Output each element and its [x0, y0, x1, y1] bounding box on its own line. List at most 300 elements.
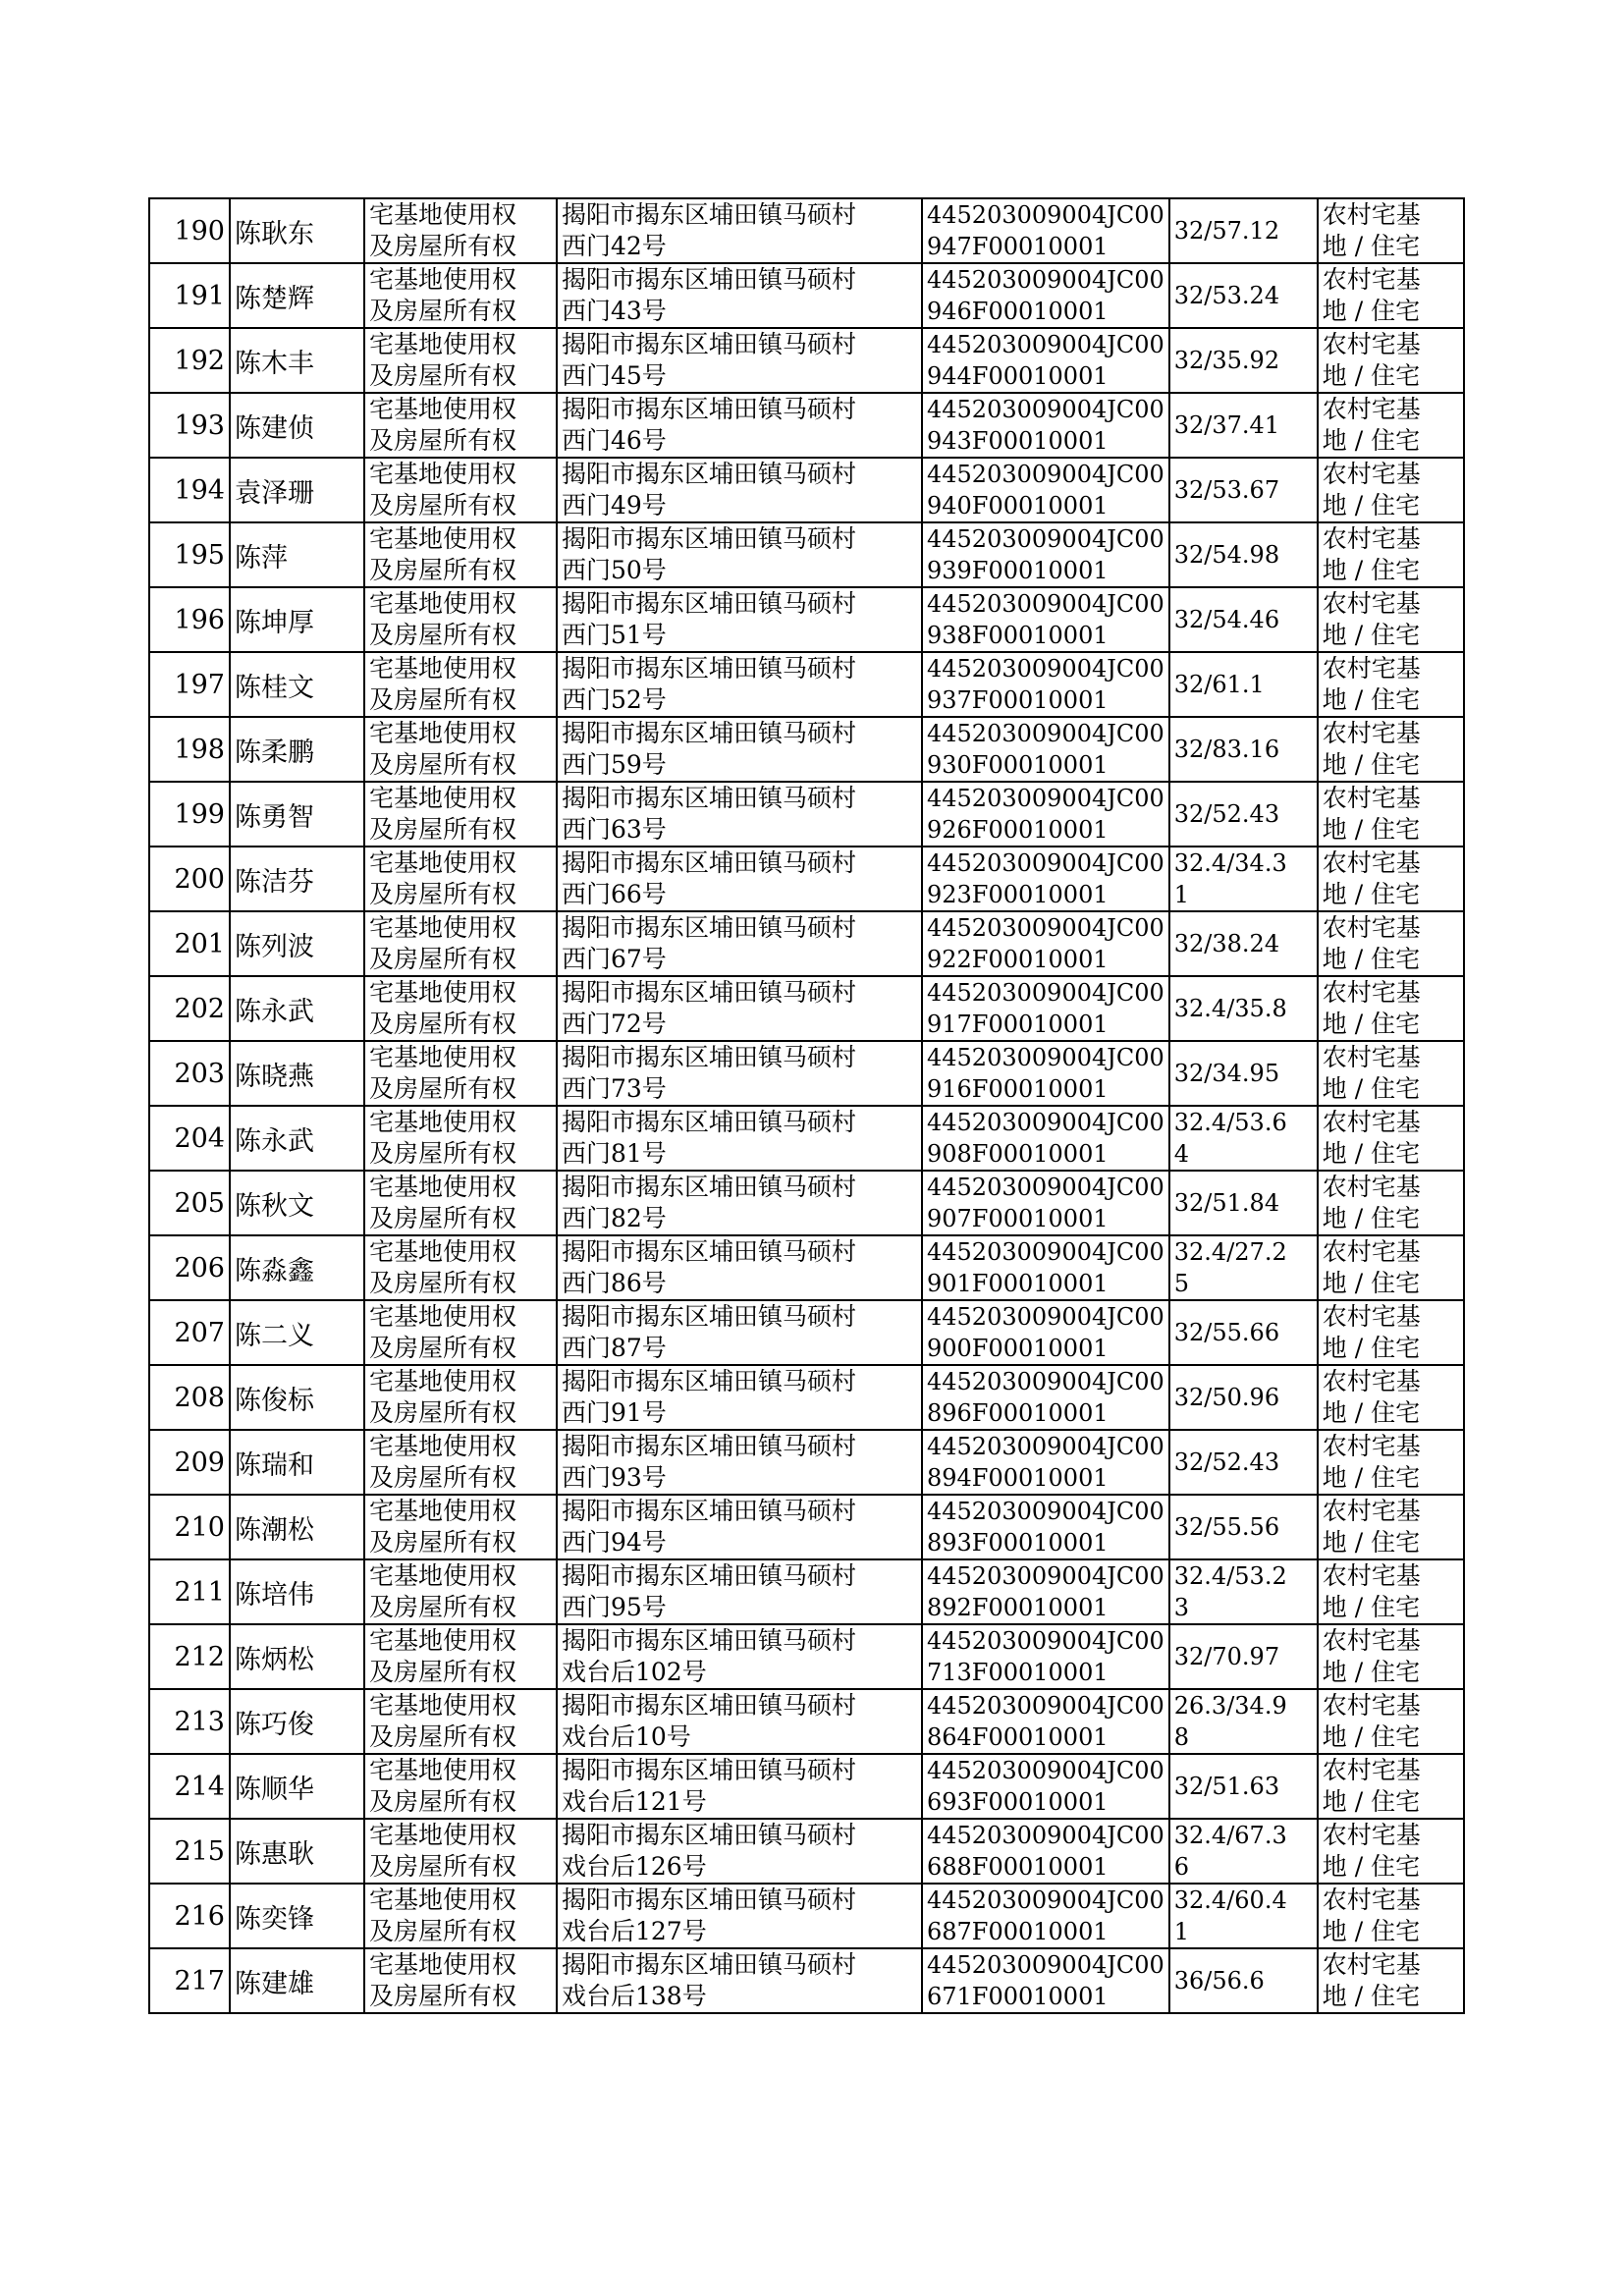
owner-name-cell: 陈永武 — [230, 1106, 364, 1171]
land-use-cell — [1318, 328, 1464, 393]
registry-table — [148, 197, 1465, 2014]
land-use-line: 农村宅基 — [1322, 524, 1421, 553]
right-type-cell — [364, 1430, 557, 1495]
table-row — [149, 328, 1464, 393]
unit-code-line: 445203009004JC00 — [927, 525, 1164, 553]
right-type-line: 宅基地使用权 — [369, 978, 517, 1007]
address-cell — [557, 1365, 922, 1430]
area-cell — [1169, 652, 1318, 717]
land-use-cell — [1318, 652, 1464, 717]
row-number-cell: 214 — [149, 1754, 230, 1819]
land-use-line: 地 / 住宅 — [1322, 621, 1421, 649]
unit-code-line: 687F00010001 — [927, 1918, 1109, 1945]
address-cell — [557, 1495, 922, 1559]
right-type-cell — [364, 458, 557, 522]
unit-code-line: 445203009004JC00 — [927, 1562, 1164, 1590]
land-use-line: 地 / 住宅 — [1322, 1139, 1421, 1168]
right-type-cell — [364, 976, 557, 1041]
table-row — [149, 1430, 1464, 1495]
address-line: 揭阳市揭东区埔田镇马硕村 — [562, 1691, 857, 1720]
right-type-cell — [364, 782, 557, 847]
address-line: 揭阳市揭东区埔田镇马硕村 — [562, 200, 857, 229]
unit-code-cell — [922, 1106, 1169, 1171]
address-line: 揭阳市揭东区埔田镇马硕村 — [562, 1367, 857, 1395]
address-line: 揭阳市揭东区埔田镇马硕村 — [562, 1432, 857, 1460]
row-number-cell: 207 — [149, 1300, 230, 1365]
right-type-line: 宅基地使用权 — [369, 460, 517, 488]
right-type-cell — [364, 911, 557, 976]
land-use-line: 农村宅基 — [1322, 1561, 1421, 1590]
unit-code-cell — [922, 1689, 1169, 1754]
area-line: 5 — [1173, 1270, 1190, 1297]
unit-code-cell — [922, 1365, 1169, 1430]
address-line: 西门73号 — [562, 1074, 667, 1103]
land-use-cell — [1318, 782, 1464, 847]
area-line: 1 — [1173, 1918, 1190, 1945]
row-number-cell: 190 — [149, 198, 230, 263]
unit-code-cell — [922, 1041, 1169, 1106]
row-number-cell: 193 — [149, 393, 230, 458]
address-line: 西门63号 — [562, 815, 667, 844]
land-use-line: 农村宅基 — [1322, 1302, 1421, 1331]
land-use-line: 地 / 住宅 — [1322, 297, 1421, 325]
owner-name-cell: 陈木丰 — [230, 328, 364, 393]
land-use-line: 地 / 住宅 — [1322, 361, 1421, 390]
land-use-line: 地 / 住宅 — [1322, 1917, 1421, 1945]
unit-code-line: 445203009004JC00 — [927, 785, 1164, 812]
right-type-cell — [364, 522, 557, 587]
row-number-cell: 195 — [149, 522, 230, 587]
area-line: 26.3/34.9 — [1173, 1692, 1287, 1720]
owner-name-cell: 陈秋文 — [230, 1171, 364, 1235]
right-type-cell — [364, 1235, 557, 1300]
table-row — [149, 1754, 1464, 1819]
right-type-line: 宅基地使用权 — [369, 265, 517, 294]
unit-code-line: 445203009004JC00 — [927, 1044, 1164, 1071]
area-line: 32/51.84 — [1173, 1189, 1280, 1217]
address-cell — [557, 782, 922, 847]
address-cell — [557, 1106, 922, 1171]
right-type-line: 宅基地使用权 — [369, 784, 517, 812]
unit-code-cell — [922, 1948, 1169, 2013]
area-cell — [1169, 1624, 1318, 1689]
land-use-line: 地 / 住宅 — [1322, 1658, 1421, 1686]
land-use-cell — [1318, 1559, 1464, 1624]
right-type-line: 及房屋所有权 — [369, 1010, 517, 1038]
land-use-line: 农村宅基 — [1322, 1237, 1421, 1266]
row-number-cell: 217 — [149, 1948, 230, 2013]
right-type-line: 宅基地使用权 — [369, 1561, 517, 1590]
land-use-line: 地 / 住宅 — [1322, 1204, 1421, 1232]
table-row — [149, 847, 1464, 911]
registry-table-body — [149, 198, 1464, 2013]
land-use-cell — [1318, 522, 1464, 587]
address-cell — [557, 1430, 922, 1495]
unit-code-cell — [922, 652, 1169, 717]
address-cell — [557, 587, 922, 652]
unit-code-line: 864F00010001 — [927, 1723, 1109, 1751]
land-use-line: 地 / 住宅 — [1322, 1722, 1421, 1751]
right-type-cell — [364, 263, 557, 328]
owner-name-cell: 陈炳松 — [230, 1624, 364, 1689]
right-type-line: 宅基地使用权 — [369, 524, 517, 553]
right-type-line: 宅基地使用权 — [369, 1043, 517, 1071]
right-type-line: 及房屋所有权 — [369, 1917, 517, 1945]
address-line: 西门91号 — [562, 1398, 667, 1427]
land-use-line: 地 / 住宅 — [1322, 556, 1421, 584]
right-type-line: 及房屋所有权 — [369, 1074, 517, 1103]
address-cell — [557, 393, 922, 458]
land-use-line: 地 / 住宅 — [1322, 1593, 1421, 1621]
right-type-line: 宅基地使用权 — [369, 589, 517, 618]
row-number-cell: 212 — [149, 1624, 230, 1689]
row-number-cell: 206 — [149, 1235, 230, 1300]
area-cell — [1169, 1041, 1318, 1106]
address-cell — [557, 1171, 922, 1235]
land-use-cell — [1318, 198, 1464, 263]
table-row — [149, 1819, 1464, 1884]
area-line: 32/55.66 — [1173, 1319, 1280, 1346]
address-line: 西门45号 — [562, 361, 667, 390]
unit-code-cell — [922, 1171, 1169, 1235]
right-type-line: 宅基地使用权 — [369, 1950, 517, 1979]
owner-name-cell: 袁泽珊 — [230, 458, 364, 522]
land-use-cell — [1318, 1430, 1464, 1495]
land-use-line: 农村宅基 — [1322, 1821, 1421, 1849]
owner-name-cell: 陈潮松 — [230, 1495, 364, 1559]
address-cell — [557, 1819, 922, 1884]
land-use-line: 农村宅基 — [1322, 1432, 1421, 1460]
row-number-cell: 203 — [149, 1041, 230, 1106]
address-cell — [557, 1754, 922, 1819]
right-type-line: 及房屋所有权 — [369, 491, 517, 519]
table-row — [149, 458, 1464, 522]
address-cell — [557, 198, 922, 263]
right-type-line: 宅基地使用权 — [369, 913, 517, 942]
right-type-cell — [364, 1689, 557, 1754]
land-use-line: 地 / 住宅 — [1322, 880, 1421, 908]
address-cell — [557, 911, 922, 976]
land-use-cell — [1318, 847, 1464, 911]
owner-name-cell: 陈建雄 — [230, 1948, 364, 2013]
area-line: 32/53.67 — [1173, 476, 1280, 504]
unit-code-line: 445203009004JC00 — [927, 1368, 1164, 1395]
area-cell — [1169, 911, 1318, 976]
right-type-line: 宅基地使用权 — [369, 1108, 517, 1136]
right-type-line: 及房屋所有权 — [369, 1463, 517, 1492]
address-line: 揭阳市揭东区埔田镇马硕村 — [562, 524, 857, 553]
table-row — [149, 263, 1464, 328]
right-type-cell — [364, 1819, 557, 1884]
address-cell — [557, 1559, 922, 1624]
land-use-cell — [1318, 263, 1464, 328]
owner-name-cell: 陈洁芬 — [230, 847, 364, 911]
right-type-line: 宅基地使用权 — [369, 1821, 517, 1849]
unit-code-line: 445203009004JC00 — [927, 1303, 1164, 1331]
owner-name-cell: 陈二义 — [230, 1300, 364, 1365]
owner-name-cell: 陈列波 — [230, 911, 364, 976]
area-line: 32/57.12 — [1173, 217, 1280, 245]
unit-code-line: 923F00010001 — [927, 881, 1109, 908]
unit-code-cell — [922, 911, 1169, 976]
land-use-line: 农村宅基 — [1322, 1885, 1421, 1914]
right-type-line: 宅基地使用权 — [369, 1756, 517, 1784]
unit-code-cell — [922, 263, 1169, 328]
unit-code-line: 445203009004JC00 — [927, 1692, 1164, 1720]
land-use-line: 地 / 住宅 — [1322, 685, 1421, 714]
area-line: 32.4/53.2 — [1173, 1562, 1287, 1590]
land-use-line: 农村宅基 — [1322, 1108, 1421, 1136]
land-use-cell — [1318, 1041, 1464, 1106]
unit-code-cell — [922, 328, 1169, 393]
row-number-cell: 200 — [149, 847, 230, 911]
land-use-line: 地 / 住宅 — [1322, 1852, 1421, 1881]
right-type-cell — [364, 1624, 557, 1689]
table-row — [149, 1948, 1464, 2013]
land-use-line: 农村宅基 — [1322, 719, 1421, 747]
land-use-line: 农村宅基 — [1322, 395, 1421, 423]
owner-name-cell: 陈楚辉 — [230, 263, 364, 328]
owner-name-cell: 陈坤厚 — [230, 587, 364, 652]
address-cell — [557, 717, 922, 782]
unit-code-line: 939F00010001 — [927, 557, 1109, 584]
address-cell — [557, 1624, 922, 1689]
unit-code-line: 922F00010001 — [927, 946, 1109, 973]
address-line: 戏台后138号 — [562, 1982, 707, 2010]
area-cell — [1169, 1559, 1318, 1624]
right-type-cell — [364, 328, 557, 393]
right-type-line: 及房屋所有权 — [369, 1982, 517, 2010]
land-use-line: 农村宅基 — [1322, 784, 1421, 812]
owner-name-cell: 陈勇智 — [230, 782, 364, 847]
land-use-line: 农村宅基 — [1322, 460, 1421, 488]
unit-code-line: 445203009004JC00 — [927, 1757, 1164, 1784]
unit-code-line: 445203009004JC00 — [927, 331, 1164, 358]
row-number-cell: 205 — [149, 1171, 230, 1235]
right-type-cell — [364, 1948, 557, 2013]
owner-name-cell: 陈淼鑫 — [230, 1235, 364, 1300]
right-type-line: 宅基地使用权 — [369, 848, 517, 877]
row-number-cell: 198 — [149, 717, 230, 782]
right-type-line: 宅基地使用权 — [369, 1173, 517, 1201]
area-cell — [1169, 1171, 1318, 1235]
address-line: 揭阳市揭东区埔田镇马硕村 — [562, 460, 857, 488]
land-use-cell — [1318, 587, 1464, 652]
area-line: 32/70.97 — [1173, 1643, 1280, 1670]
address-line: 西门59号 — [562, 750, 667, 779]
right-type-line: 及房屋所有权 — [369, 1787, 517, 1816]
area-cell — [1169, 587, 1318, 652]
land-use-line: 地 / 住宅 — [1322, 750, 1421, 779]
owner-name-cell: 陈瑞和 — [230, 1430, 364, 1495]
address-line: 戏台后126号 — [562, 1852, 707, 1881]
land-use-line: 农村宅基 — [1322, 330, 1421, 358]
unit-code-cell — [922, 1884, 1169, 1948]
area-line: 3 — [1173, 1594, 1190, 1621]
unit-code-line: 445203009004JC00 — [927, 1174, 1164, 1201]
row-number-cell: 208 — [149, 1365, 230, 1430]
address-line: 戏台后102号 — [562, 1658, 707, 1686]
address-line: 揭阳市揭东区埔田镇马硕村 — [562, 719, 857, 747]
right-type-line: 及房屋所有权 — [369, 1334, 517, 1362]
land-use-line: 地 / 住宅 — [1322, 1269, 1421, 1297]
unit-code-line: 916F00010001 — [927, 1075, 1109, 1103]
address-line: 揭阳市揭东区埔田镇马硕村 — [562, 589, 857, 618]
unit-code-cell — [922, 1559, 1169, 1624]
right-type-line: 及房屋所有权 — [369, 1528, 517, 1557]
owner-name-cell: 陈耿东 — [230, 198, 364, 263]
row-number-cell: 201 — [149, 911, 230, 976]
land-use-cell — [1318, 393, 1464, 458]
unit-code-line: 445203009004JC00 — [927, 849, 1164, 877]
land-use-cell — [1318, 1365, 1464, 1430]
unit-code-line: 688F00010001 — [927, 1853, 1109, 1881]
land-use-line: 地 / 住宅 — [1322, 1463, 1421, 1492]
right-type-cell — [364, 1495, 557, 1559]
right-type-line: 及房屋所有权 — [369, 1139, 517, 1168]
address-cell — [557, 1948, 922, 2013]
unit-code-line: 908F00010001 — [927, 1140, 1109, 1168]
unit-code-line: 894F00010001 — [927, 1464, 1109, 1492]
unit-code-line: 445203009004JC00 — [927, 655, 1164, 683]
address-cell — [557, 1300, 922, 1365]
land-use-line: 农村宅基 — [1322, 978, 1421, 1007]
right-type-line: 及房屋所有权 — [369, 1658, 517, 1686]
owner-name-cell: 陈柔鹏 — [230, 717, 364, 782]
right-type-line: 宅基地使用权 — [369, 1432, 517, 1460]
unit-code-line: 445203009004JC00 — [927, 590, 1164, 618]
unit-code-line: 445203009004JC00 — [927, 201, 1164, 229]
address-cell — [557, 847, 922, 911]
unit-code-cell — [922, 393, 1169, 458]
unit-code-line: 445203009004JC00 — [927, 461, 1164, 488]
right-type-line: 宅基地使用权 — [369, 1626, 517, 1655]
right-type-line: 及房屋所有权 — [369, 1593, 517, 1621]
area-line: 32/37.41 — [1173, 411, 1280, 439]
address-line: 揭阳市揭东区埔田镇马硕村 — [562, 1497, 857, 1525]
land-use-cell — [1318, 911, 1464, 976]
area-cell — [1169, 782, 1318, 847]
address-line: 揭阳市揭东区埔田镇马硕村 — [562, 330, 857, 358]
address-line: 揭阳市揭东区埔田镇马硕村 — [562, 1561, 857, 1590]
table-row — [149, 587, 1464, 652]
area-cell — [1169, 1819, 1318, 1884]
unit-code-cell — [922, 458, 1169, 522]
table-row — [149, 522, 1464, 587]
area-line: 32/54.98 — [1173, 541, 1280, 569]
land-use-line: 地 / 住宅 — [1322, 1982, 1421, 2010]
unit-code-cell — [922, 1300, 1169, 1365]
area-cell — [1169, 1106, 1318, 1171]
land-use-cell — [1318, 1495, 1464, 1559]
land-use-line: 农村宅基 — [1322, 654, 1421, 683]
unit-code-line: 944F00010001 — [927, 362, 1109, 390]
area-line: 32.4/27.2 — [1173, 1238, 1287, 1266]
address-line: 揭阳市揭东区埔田镇马硕村 — [562, 1108, 857, 1136]
area-line: 32/53.24 — [1173, 282, 1280, 309]
address-line: 西门82号 — [562, 1204, 667, 1232]
land-use-line: 地 / 住宅 — [1322, 1528, 1421, 1557]
table-row — [149, 782, 1464, 847]
unit-code-line: 901F00010001 — [927, 1270, 1109, 1297]
owner-name-cell: 陈培伟 — [230, 1559, 364, 1624]
land-use-line: 农村宅基 — [1322, 1173, 1421, 1201]
area-cell — [1169, 1300, 1318, 1365]
right-type-line: 及房屋所有权 — [369, 621, 517, 649]
unit-code-line: 926F00010001 — [927, 816, 1109, 844]
right-type-line: 及房屋所有权 — [369, 815, 517, 844]
right-type-line: 及房屋所有权 — [369, 361, 517, 390]
right-type-line: 及房屋所有权 — [369, 1722, 517, 1751]
owner-name-cell: 陈巧俊 — [230, 1689, 364, 1754]
row-number-cell: 209 — [149, 1430, 230, 1495]
unit-code-cell — [922, 1430, 1169, 1495]
unit-code-line: 896F00010001 — [927, 1399, 1109, 1427]
right-type-line: 及房屋所有权 — [369, 1204, 517, 1232]
area-line: 32/61.1 — [1173, 671, 1265, 698]
address-line: 西门52号 — [562, 685, 667, 714]
area-line: 1 — [1173, 881, 1190, 908]
table-row — [149, 1106, 1464, 1171]
address-line: 戏台后10号 — [562, 1722, 691, 1751]
right-type-line: 宅基地使用权 — [369, 330, 517, 358]
row-number-cell: 192 — [149, 328, 230, 393]
owner-name-cell: 陈奕锋 — [230, 1884, 364, 1948]
land-use-cell — [1318, 976, 1464, 1041]
address-cell — [557, 1689, 922, 1754]
table-row — [149, 1559, 1464, 1624]
address-line: 西门81号 — [562, 1139, 667, 1168]
owner-name-cell: 陈永武 — [230, 976, 364, 1041]
owner-name-cell: 陈晓燕 — [230, 1041, 364, 1106]
row-number-cell: 204 — [149, 1106, 230, 1171]
right-type-cell — [364, 1884, 557, 1948]
land-use-line: 农村宅基 — [1322, 1043, 1421, 1071]
unit-code-line: 445203009004JC00 — [927, 1822, 1164, 1849]
owner-name-cell: 陈顺华 — [230, 1754, 364, 1819]
land-use-line: 地 / 住宅 — [1322, 1074, 1421, 1103]
address-line: 西门86号 — [562, 1269, 667, 1297]
unit-code-cell — [922, 1819, 1169, 1884]
area-cell — [1169, 1235, 1318, 1300]
area-line: 32/34.95 — [1173, 1060, 1280, 1087]
land-use-cell — [1318, 458, 1464, 522]
table-row — [149, 652, 1464, 717]
address-line: 揭阳市揭东区埔田镇马硕村 — [562, 1626, 857, 1655]
unit-code-line: 893F00010001 — [927, 1529, 1109, 1557]
address-line: 西门67号 — [562, 945, 667, 973]
table-row — [149, 1171, 1464, 1235]
right-type-cell — [364, 198, 557, 263]
row-number-cell: 197 — [149, 652, 230, 717]
land-use-cell — [1318, 1948, 1464, 2013]
area-line: 32/50.96 — [1173, 1384, 1280, 1411]
unit-code-line: 930F00010001 — [927, 751, 1109, 779]
address-line: 揭阳市揭东区埔田镇马硕村 — [562, 1302, 857, 1331]
area-cell — [1169, 1884, 1318, 1948]
land-use-line: 农村宅基 — [1322, 589, 1421, 618]
area-line: 4 — [1173, 1140, 1190, 1168]
area-cell — [1169, 198, 1318, 263]
unit-code-cell — [922, 1624, 1169, 1689]
right-type-line: 宅基地使用权 — [369, 200, 517, 229]
table-row — [149, 1365, 1464, 1430]
area-cell — [1169, 717, 1318, 782]
address-line: 揭阳市揭东区埔田镇马硕村 — [562, 654, 857, 683]
land-use-line: 农村宅基 — [1322, 1497, 1421, 1525]
land-use-line: 农村宅基 — [1322, 200, 1421, 229]
address-line: 西门43号 — [562, 297, 667, 325]
